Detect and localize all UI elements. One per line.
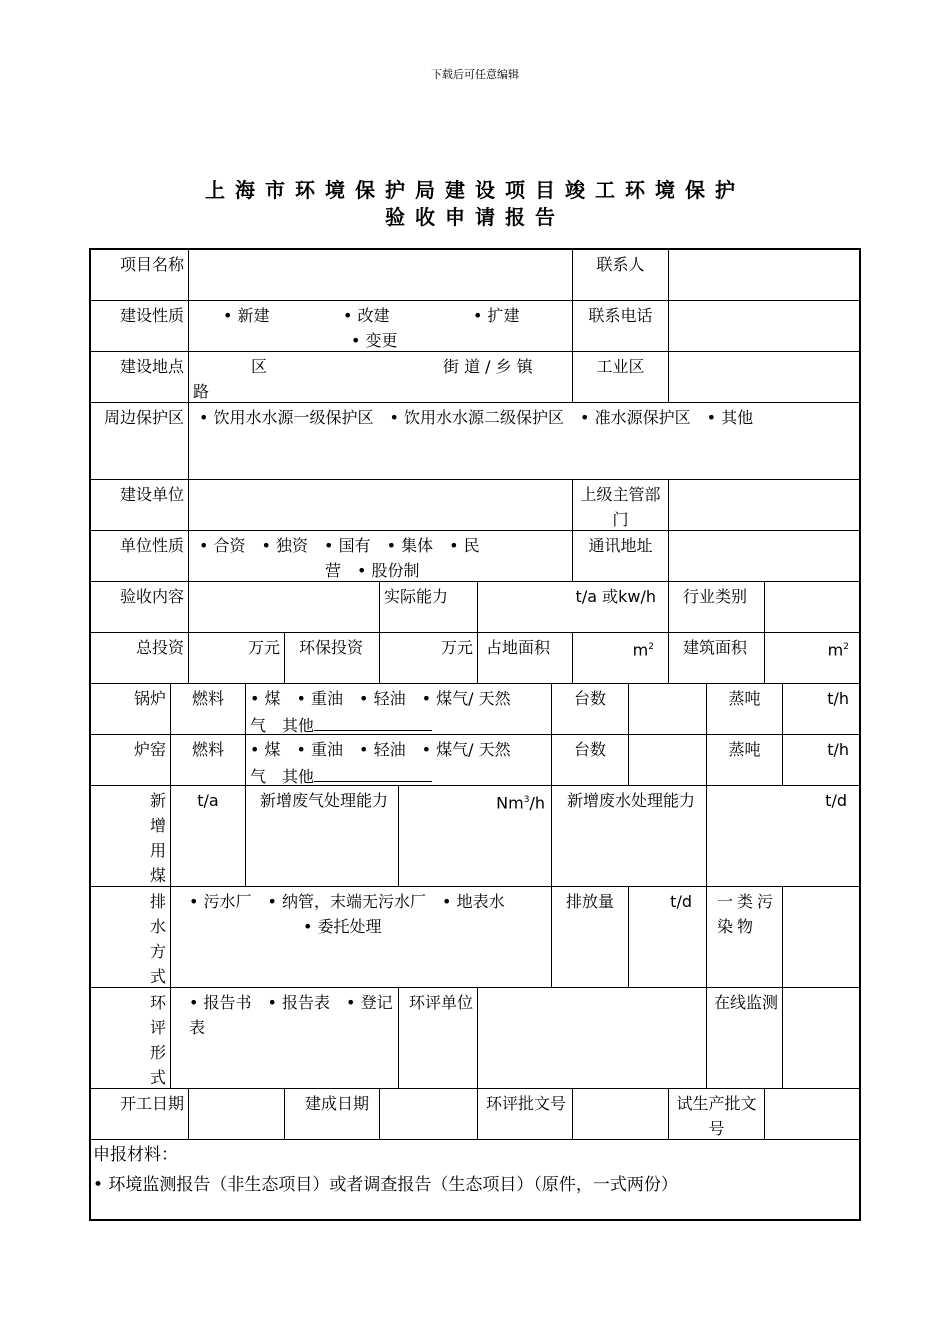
field-acceptance-content[interactable] [189, 582, 380, 633]
field-start-date[interactable] [189, 1089, 285, 1140]
label-completion-date: 建成日期 [285, 1089, 380, 1140]
label-online-monitoring: 在线监测 [707, 988, 783, 1089]
field-eia-unit[interactable] [478, 988, 707, 1089]
boiler-fuel-options[interactable] [246, 684, 552, 735]
env-investment-unit: 万元 [380, 633, 478, 684]
field-industry-category[interactable] [765, 582, 859, 633]
label-boiler: 锅炉 [91, 684, 171, 735]
gas-capacity-unit: Nm$^3$/h [399, 786, 552, 887]
label-total-investment: 总投资 [91, 633, 189, 684]
label-discharge: 排放量 [552, 887, 629, 988]
label-industrial-zone: 工业区 [573, 352, 669, 403]
label-unit-nature: 单位性质 [91, 531, 189, 582]
building-area-unit: $m^2$ [765, 633, 859, 684]
label-new-coal: 新增用煤 [91, 786, 171, 887]
kiln-fuel-options[interactable] [246, 735, 552, 786]
unit-nature-line-2[interactable]: 营 • 股份制 [325, 561, 420, 580]
header-watermark: 下载后可任意编辑 [431, 68, 519, 81]
option-rebuild[interactable]: • 改建 [343, 306, 390, 325]
drainage-line-2[interactable]: • 委托处理 [303, 917, 382, 936]
label-builder: 建设单位 [91, 480, 189, 531]
materials-section [93, 1140, 853, 1200]
boiler-steam-unit: t/h [783, 684, 859, 735]
total-investment-unit: 万元 [189, 633, 285, 684]
label-new-gas-capacity: 新增废气处理能力 [246, 786, 399, 887]
boiler-other-blank[interactable] [314, 711, 432, 731]
field-completion-date[interactable] [380, 1089, 478, 1140]
drainage-line-1[interactable]: • 污水厂 • 纳管，末端无污水厂 • 地表水 [189, 892, 505, 911]
location-district: 区 [251, 357, 268, 376]
application-form [89, 248, 861, 1221]
new-coal-unit: t/a [171, 786, 246, 887]
field-location[interactable] [189, 352, 573, 403]
title-line-2: 验收申请报告 [385, 205, 565, 229]
label-env-investment: 环保投资 [285, 633, 380, 684]
boiler-fuel-line-1[interactable]: • 煤 • 重油 • 轻油 • 煤气/ 天然 [250, 689, 511, 708]
kiln-fuel-line-1[interactable]: • 煤 • 重油 • 轻油 • 煤气/ 天然 [250, 740, 511, 759]
field-builder[interactable] [189, 480, 573, 531]
label-boiler-steam: 蒸吨 [707, 684, 783, 735]
label-eia-unit: 环评单位 [399, 988, 478, 1089]
label-kiln-steam: 蒸吨 [707, 735, 783, 786]
label-drainage: 排水方式 [91, 887, 171, 988]
field-class1-pollutant[interactable] [783, 887, 859, 988]
label-start-date: 开工日期 [91, 1089, 189, 1140]
label-eia-approval-no: 环评批文号 [478, 1089, 573, 1140]
location-street: 街 道 / 乡 镇 [443, 357, 533, 376]
discharge-unit: t/d [629, 887, 707, 988]
protection-zone-options[interactable]: • 饮用水水源一级保护区 • 饮用水水源二级保护区 • 准水源保护区 • 其他 [189, 403, 859, 480]
label-address: 通讯地址 [573, 531, 669, 582]
label-acceptance-content: 验收内容 [91, 582, 189, 633]
label-project-name: 项目名称 [91, 250, 189, 301]
label-class1-pollutant: 一类污染物 [707, 887, 783, 988]
label-phone: 联系电话 [573, 301, 669, 352]
label-trial-production-no: 试生产批文号 [669, 1089, 765, 1140]
field-project-name[interactable] [189, 250, 573, 301]
label-land-area: 占地面积 [478, 633, 573, 684]
kiln-fuel-other: 气 其他 [250, 767, 315, 786]
option-expand[interactable]: • 扩建 [473, 306, 520, 325]
field-eia-approval-no[interactable] [573, 1089, 669, 1140]
drainage-options[interactable] [171, 887, 552, 988]
field-supervisor[interactable] [669, 480, 859, 531]
label-actual-capacity: 实际能力 [380, 582, 478, 633]
label-boiler-fuel: 燃料 [171, 684, 246, 735]
label-eia-form: 环评形式 [91, 988, 171, 1089]
label-kiln-count: 台数 [552, 735, 629, 786]
land-area-unit: $m^2$ [573, 633, 669, 684]
construction-type-options[interactable] [189, 301, 573, 352]
label-new-water-capacity: 新增废水处理能力 [552, 786, 707, 887]
capacity-unit: t/a 或kw/h [478, 582, 669, 633]
option-new[interactable]: • 新建 [223, 306, 270, 325]
kiln-other-blank[interactable] [314, 762, 432, 782]
field-kiln-count[interactable] [629, 735, 707, 786]
field-phone[interactable] [669, 301, 859, 352]
field-boiler-count[interactable] [629, 684, 707, 735]
field-trial-production-no[interactable] [765, 1089, 859, 1140]
label-kiln: 炉窑 [91, 735, 171, 786]
boiler-fuel-other: 气 其他 [250, 716, 315, 735]
field-address[interactable] [669, 531, 859, 582]
materials-heading: 申报材料： [93, 1145, 178, 1165]
label-boiler-count: 台数 [552, 684, 629, 735]
eia-form-options[interactable]: • 报告书 • 报告表 • 登记表 [171, 988, 399, 1089]
field-contact[interactable] [669, 250, 859, 301]
materials-item-monitoring-report: • 环境监测报告（非生态项目）或者调查报告（生态项目）（原件，一式两份） [93, 1175, 678, 1195]
water-capacity-unit: t/d [707, 786, 859, 887]
label-kiln-fuel: 燃料 [171, 735, 246, 786]
label-industry-category: 行业类别 [669, 582, 765, 633]
label-contact: 联系人 [573, 250, 669, 301]
unit-nature-options[interactable] [189, 531, 573, 582]
option-change[interactable]: • 变更 [351, 331, 398, 350]
label-protection-zone: 周边保护区 [91, 403, 189, 480]
location-road: 路 [193, 382, 210, 401]
field-online-monitoring[interactable] [783, 988, 859, 1089]
label-supervisor: 上级主管部门 [573, 480, 669, 531]
label-building-area: 建筑面积 [669, 633, 765, 684]
unit-nature-line-1[interactable]: • 合资 • 独资 • 国有 • 集体 • 民 [199, 536, 480, 555]
field-industrial-zone[interactable] [669, 352, 859, 403]
label-location: 建设地点 [91, 352, 189, 403]
title-line-1: 上海市环境保护局建设项目竣工环境保护 [205, 178, 745, 202]
label-construction-type: 建设性质 [91, 301, 189, 352]
kiln-steam-unit: t/h [783, 735, 859, 786]
